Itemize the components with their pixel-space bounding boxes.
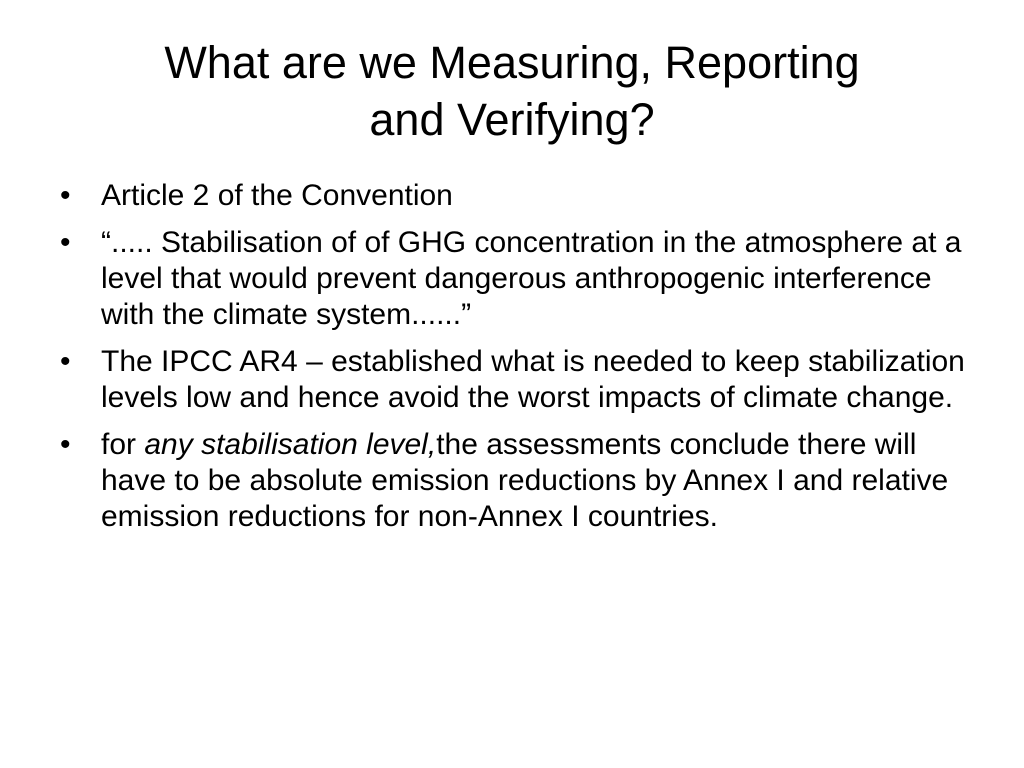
slide-title-line-2: and Verifying? (369, 94, 655, 145)
bullet-text-emphasis: any stabilisation level, (144, 428, 437, 461)
bullet-icon: • (60, 428, 71, 461)
slide-title (60, 34, 964, 148)
bullet-text-prefix: for (101, 428, 145, 461)
slide-title-line-1: What are we Measuring, Reporting (164, 37, 860, 88)
bullet-text: “..... Stabilisation of of GHG concentration in the atmosphere at a level that would prevent dangerous anthropogenic interference with the climate system......” (101, 226, 962, 331)
bullet-text-suffix: the assessments conclude there will have to be absolute emission reductions by Annex I and relative emission reductions for non-Annex I countries. (101, 428, 949, 533)
bullet-item-article-2 (60, 178, 970, 214)
bullet-icon: • (60, 345, 71, 378)
bullet-item-ipcc-ar4 (60, 344, 970, 416)
bullet-item-stabilisation-quote (60, 225, 970, 333)
bullet-text: The IPCC AR4 – established what is needed to keep stabilization levels low and hence avoid the worst impacts of climate change. (101, 345, 965, 414)
bullet-text: Article 2 of the Convention (101, 179, 453, 212)
bullet-icon: • (60, 179, 71, 212)
bullet-list (60, 178, 970, 546)
bullet-icon: • (60, 226, 71, 259)
bullet-item-emission-reductions (60, 427, 970, 535)
